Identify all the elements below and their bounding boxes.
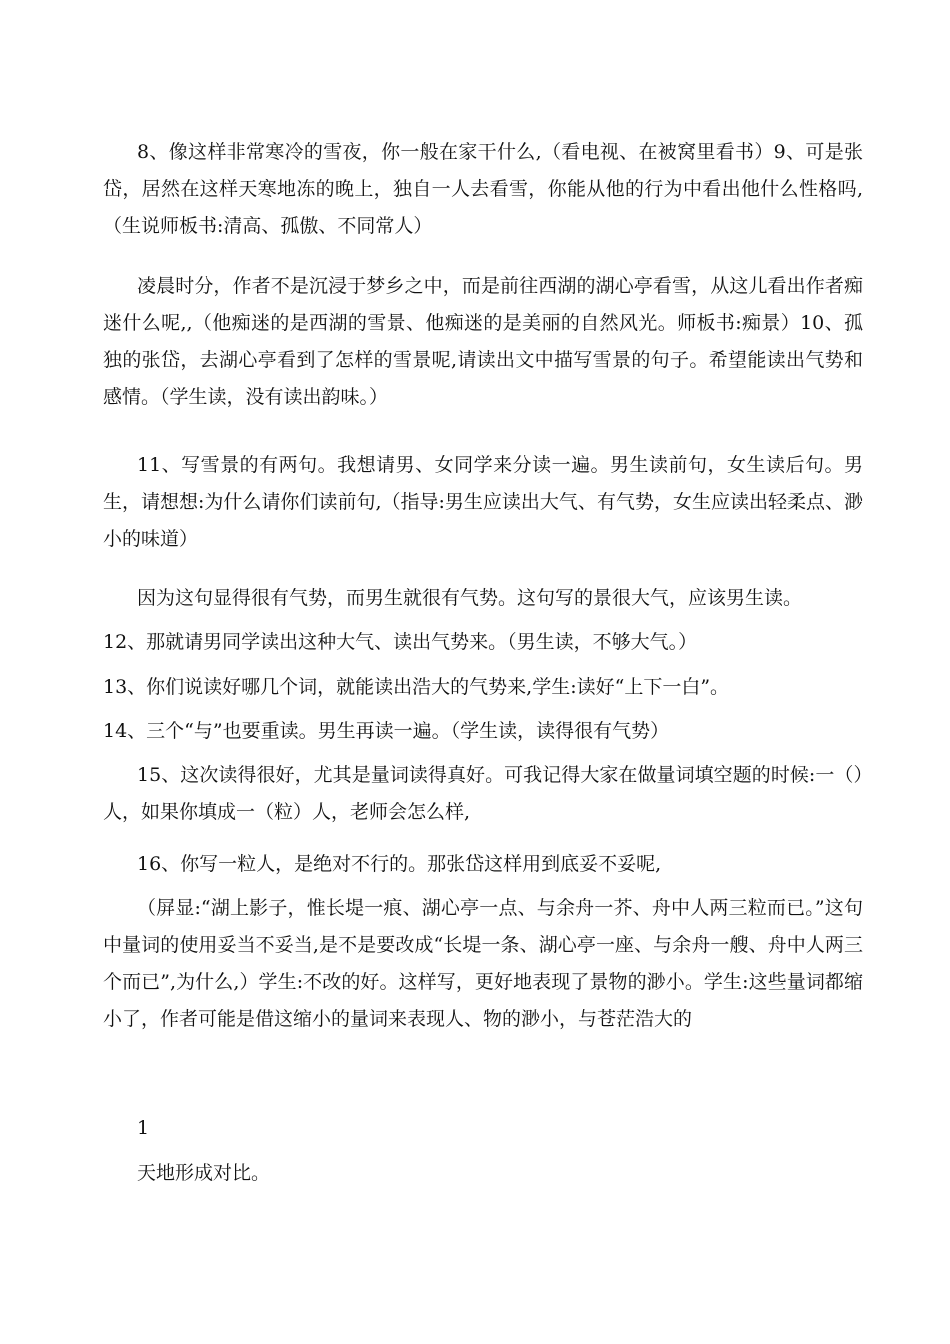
paragraph-continuation: 天地形成对比。: [137, 1162, 271, 1184]
paragraph-reason: 因为这句显得很有气势，而男生就很有气势。这句写的景很大气，应该男生读。: [137, 587, 803, 609]
paragraph-12: 12、那就请男同学读出这种大气、读出气势来。（男生读，不够大气。）: [103, 631, 698, 653]
paragraph-11: 11、写雪景的有两句。我想请男、女同学来分读一遍。男生读前句，女生读后句。男生，请想想:为什么请你们读前句,（指导:男生应读出大气、有气势，女生应读出轻柔点、渺小的味道）: [103, 454, 863, 550]
paragraph-8-9: 8、像这样非常寒冷的雪夜，你一般在家干什么,（看电视、在被窝里看书）9、可是张岱，居然在这样天寒地冻的晚上，独自一人去看雪，你能从他的行为中看出他什么性格吗,（生说师板书:清高、孤傲、不同常人）: [103, 141, 863, 237]
paragraph-15: 15、这次读得很好，尤其是量词读得真好。可我记得大家在做量词填空题的时候:一（）人，如果你填成一（粒）人，老师会怎么样,: [103, 764, 863, 823]
paragraph-10: 凌晨时分，作者不是沉浸于梦乡之中，而是前往西湖的湖心亭看雪，从这儿看出作者痴迷什么呢,,（他痴迷的是西湖的雪景、他痴迷的是美丽的自然风光。师板书:痴景）10、孤独的张岱，去湖心亭看到了怎样的雪景呢,请读出文中描写雪景的句子。希望能读出气势和感情。（学生读，没有读出韵味。）: [103, 275, 863, 408]
paragraph-16: 16、你写一粒人，是绝对不行的。那张岱这样用到底妥不妥呢,: [137, 853, 662, 875]
paragraph-14: 14、三个“与”也要重读。男生再读一遍。（学生读，读得很有气势）: [103, 720, 670, 742]
paragraph-13: 13、你们说读好哪几个词，就能读出浩大的气势来,学生:读好“上下一白”。: [103, 676, 730, 698]
page-number: 1: [137, 1117, 150, 1139]
paragraph-screen-quote: （屏显:“湖上影子，惟长堤一痕、湖心亭一点、与余舟一芥、舟中人两三粒而已。”这句中量词的使用妥当不妥当,是不是要改成“长堤一条、湖心亭一座、与余舟一艘、舟中人两三个而已”,为什么,）学生:不改的好。这样写，更好地表现了景物的渺小。学生:这些量词都缩小了，作者可能是借这缩小的量词来表现人、物的渺小，与苍茫浩大的: [103, 897, 863, 1030]
